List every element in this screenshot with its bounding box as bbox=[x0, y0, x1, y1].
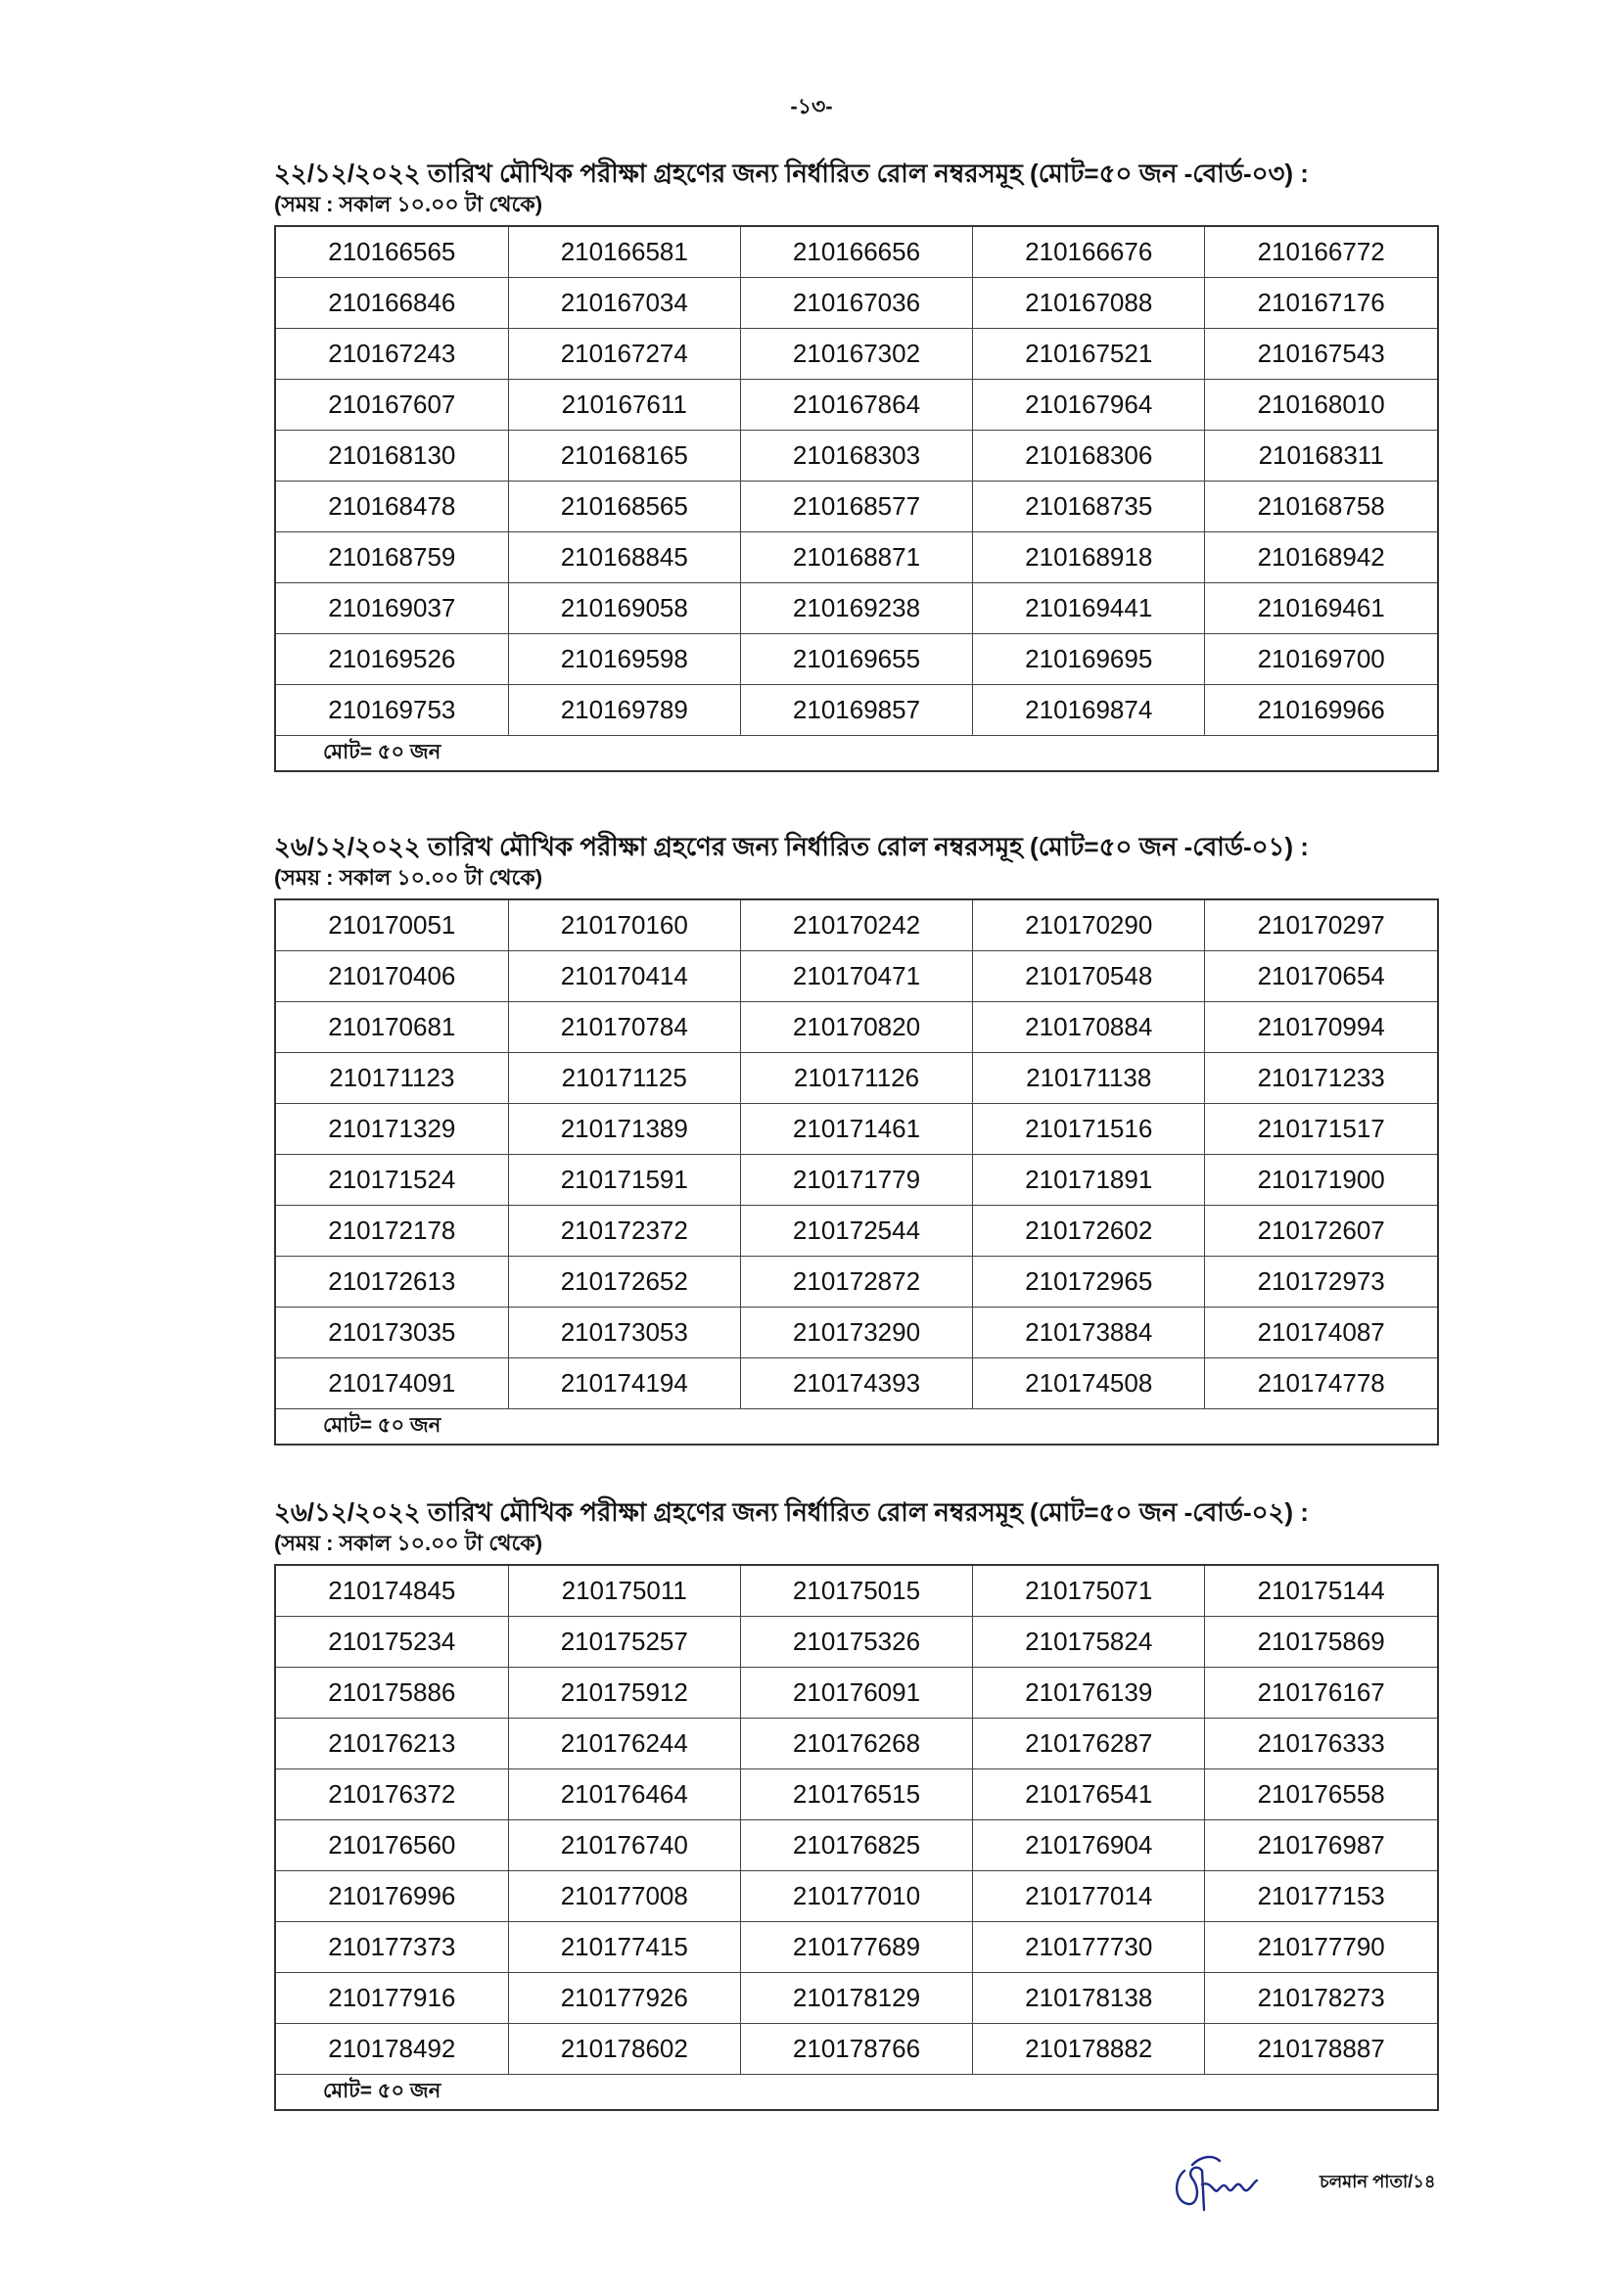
roll-number-cell: 210168130 bbox=[275, 431, 508, 482]
roll-number-cell: 210175234 bbox=[275, 1617, 508, 1668]
roll-number-cell: 210175071 bbox=[973, 1565, 1205, 1617]
roll-number-cell: 210172602 bbox=[973, 1206, 1205, 1257]
roll-number-cell: 210170051 bbox=[275, 899, 508, 951]
roll-number-cell: 210170406 bbox=[275, 951, 508, 1002]
roll-number-cell: 210171591 bbox=[508, 1155, 740, 1206]
roll-number-cell: 210176904 bbox=[973, 1820, 1205, 1871]
roll-number-cell: 210170414 bbox=[508, 951, 740, 1002]
table-row bbox=[275, 685, 1438, 736]
table-row bbox=[275, 380, 1438, 431]
table-row bbox=[275, 583, 1438, 634]
roll-number-cell: 210167964 bbox=[973, 380, 1205, 431]
table-row bbox=[275, 634, 1438, 685]
roll-number-cell: 210176372 bbox=[275, 1769, 508, 1820]
roll-number-cell: 210166676 bbox=[973, 226, 1205, 278]
roll-number-cell: 210168758 bbox=[1205, 482, 1438, 532]
roll-number-cell: 210171329 bbox=[275, 1104, 508, 1155]
section-board-03 bbox=[274, 157, 1444, 772]
roll-number-cell: 210177014 bbox=[973, 1871, 1205, 1922]
table-row bbox=[275, 951, 1438, 1002]
roll-number-cell: 210171123 bbox=[275, 1053, 508, 1104]
total-label: মোট= ৫০ জন bbox=[275, 1409, 1438, 1446]
roll-number-cell: 210172872 bbox=[740, 1257, 972, 1308]
roll-number-cell: 210168735 bbox=[973, 482, 1205, 532]
roll-number-cell: 210168759 bbox=[275, 532, 508, 583]
roll-number-cell: 210170784 bbox=[508, 1002, 740, 1053]
roll-number-cell: 210177153 bbox=[1205, 1871, 1438, 1922]
roll-number-cell: 210170820 bbox=[740, 1002, 972, 1053]
roll-number-cell: 210175015 bbox=[740, 1565, 972, 1617]
roll-number-cell: 210168010 bbox=[1205, 380, 1438, 431]
roll-number-cell: 210177730 bbox=[973, 1922, 1205, 1973]
table-row bbox=[275, 482, 1438, 532]
table-row bbox=[275, 1565, 1438, 1617]
roll-number-table bbox=[274, 1564, 1439, 2111]
roll-number-cell: 210173053 bbox=[508, 1308, 740, 1358]
roll-number-cell: 210176333 bbox=[1205, 1719, 1438, 1769]
roll-number-cell: 210167034 bbox=[508, 278, 740, 329]
section-time: (সময় : সকাল ১০.০০ টা থেকে) bbox=[274, 865, 543, 890]
roll-number-cell: 210177415 bbox=[508, 1922, 740, 1973]
table-row bbox=[275, 1053, 1438, 1104]
roll-number-cell: 210174393 bbox=[740, 1358, 972, 1409]
roll-number-cell: 210178887 bbox=[1205, 2024, 1438, 2075]
roll-number-cell: 210171517 bbox=[1205, 1104, 1438, 1155]
roll-number-cell: 210171138 bbox=[973, 1053, 1205, 1104]
roll-number-cell: 210177916 bbox=[275, 1973, 508, 2024]
roll-number-cell: 210176213 bbox=[275, 1719, 508, 1769]
roll-number-cell: 210176287 bbox=[973, 1719, 1205, 1769]
roll-number-cell: 210177008 bbox=[508, 1871, 740, 1922]
roll-number-cell: 210172613 bbox=[275, 1257, 508, 1308]
roll-number-cell: 210178138 bbox=[973, 1973, 1205, 2024]
table-row bbox=[275, 278, 1438, 329]
roll-number-cell: 210177689 bbox=[740, 1922, 972, 1973]
signature-mark bbox=[1163, 2141, 1280, 2229]
roll-number-cell: 210169037 bbox=[275, 583, 508, 634]
roll-number-cell: 210168565 bbox=[508, 482, 740, 532]
roll-number-cell: 210172544 bbox=[740, 1206, 972, 1257]
roll-number-cell: 210176464 bbox=[508, 1769, 740, 1820]
roll-number-cell: 210176740 bbox=[508, 1820, 740, 1871]
table-row bbox=[275, 329, 1438, 380]
roll-number-cell: 210169753 bbox=[275, 685, 508, 736]
table-row bbox=[275, 1922, 1438, 1973]
roll-number-cell: 210170242 bbox=[740, 899, 972, 951]
roll-number-cell: 210176996 bbox=[275, 1871, 508, 1922]
roll-number-cell: 210175824 bbox=[973, 1617, 1205, 1668]
roll-number-cell: 210177373 bbox=[275, 1922, 508, 1973]
roll-number-cell: 210167243 bbox=[275, 329, 508, 380]
roll-number-cell: 210169461 bbox=[1205, 583, 1438, 634]
roll-number-cell: 210168306 bbox=[973, 431, 1205, 482]
roll-number-cell: 210167607 bbox=[275, 380, 508, 431]
roll-number-cell: 210176139 bbox=[973, 1668, 1205, 1719]
roll-number-cell: 210178492 bbox=[275, 2024, 508, 2075]
roll-number-cell: 210168845 bbox=[508, 532, 740, 583]
table-row bbox=[275, 1871, 1438, 1922]
roll-number-cell: 210168871 bbox=[740, 532, 972, 583]
roll-number-cell: 210176091 bbox=[740, 1668, 972, 1719]
roll-number-cell: 210172652 bbox=[508, 1257, 740, 1308]
roll-number-cell: 210170654 bbox=[1205, 951, 1438, 1002]
roll-number-cell: 210167611 bbox=[508, 380, 740, 431]
roll-number-cell: 210175326 bbox=[740, 1617, 972, 1668]
roll-number-cell: 210178602 bbox=[508, 2024, 740, 2075]
roll-number-cell: 210178273 bbox=[1205, 1973, 1438, 2024]
roll-number-cell: 210171126 bbox=[740, 1053, 972, 1104]
roll-number-cell: 210174194 bbox=[508, 1358, 740, 1409]
roll-number-cell: 210171900 bbox=[1205, 1155, 1438, 1206]
table-row bbox=[275, 1155, 1438, 1206]
roll-number-cell: 210176167 bbox=[1205, 1668, 1438, 1719]
roll-number-cell: 210176515 bbox=[740, 1769, 972, 1820]
roll-number-cell: 210175886 bbox=[275, 1668, 508, 1719]
table-row bbox=[275, 1719, 1438, 1769]
roll-number-cell: 210178129 bbox=[740, 1973, 972, 2024]
roll-number-cell: 210172965 bbox=[973, 1257, 1205, 1308]
roll-number-cell: 210174508 bbox=[973, 1358, 1205, 1409]
roll-number-cell: 210167543 bbox=[1205, 329, 1438, 380]
roll-number-cell: 210178882 bbox=[973, 2024, 1205, 2075]
roll-number-cell: 210171516 bbox=[973, 1104, 1205, 1155]
roll-number-cell: 210169695 bbox=[973, 634, 1205, 685]
roll-number-cell: 210171524 bbox=[275, 1155, 508, 1206]
roll-number-cell: 210171125 bbox=[508, 1053, 740, 1104]
table-row bbox=[275, 1257, 1438, 1308]
table-row bbox=[275, 1668, 1438, 1719]
roll-number-cell: 210170681 bbox=[275, 1002, 508, 1053]
roll-number-cell: 210172973 bbox=[1205, 1257, 1438, 1308]
roll-number-cell: 210169966 bbox=[1205, 685, 1438, 736]
roll-number-cell: 210176558 bbox=[1205, 1769, 1438, 1820]
section-board-01 bbox=[274, 830, 1444, 1446]
table-row bbox=[275, 226, 1438, 278]
roll-number-cell: 210175257 bbox=[508, 1617, 740, 1668]
roll-number-cell: 210169058 bbox=[508, 583, 740, 634]
roll-number-cell: 210168303 bbox=[740, 431, 972, 482]
roll-number-cell: 210169700 bbox=[1205, 634, 1438, 685]
roll-number-cell: 210168918 bbox=[973, 532, 1205, 583]
roll-number-cell: 210168478 bbox=[275, 482, 508, 532]
table-row bbox=[275, 1002, 1438, 1053]
roll-number-cell: 210175869 bbox=[1205, 1617, 1438, 1668]
roll-number-cell: 210171891 bbox=[973, 1155, 1205, 1206]
table-row bbox=[275, 1104, 1438, 1155]
roll-number-cell: 210172372 bbox=[508, 1206, 740, 1257]
section-heading: ২২/১২/২০২২ তারিখ মৌখিক পরীক্ষা গ্রহণের জন্য নির্ধারিত রোল নম্বরসমূহ (মোট=৫০ জন -বোর্ড-০৩) : bbox=[274, 159, 1309, 188]
roll-number-cell: 210166565 bbox=[275, 226, 508, 278]
table-row bbox=[275, 532, 1438, 583]
table-row bbox=[275, 1308, 1438, 1358]
total-row bbox=[275, 2075, 1438, 2111]
roll-number-cell: 210170160 bbox=[508, 899, 740, 951]
roll-number-cell: 210168577 bbox=[740, 482, 972, 532]
roll-number-cell: 210176987 bbox=[1205, 1820, 1438, 1871]
roll-number-cell: 210177010 bbox=[740, 1871, 972, 1922]
roll-number-cell: 210170884 bbox=[973, 1002, 1205, 1053]
roll-number-cell: 210166846 bbox=[275, 278, 508, 329]
signature bbox=[1163, 2141, 1280, 2234]
roll-number-cell: 210176244 bbox=[508, 1719, 740, 1769]
roll-number-table bbox=[274, 898, 1439, 1446]
roll-number-cell: 210167864 bbox=[740, 380, 972, 431]
page-number: -১৩- bbox=[790, 94, 833, 118]
roll-number-cell: 210176541 bbox=[973, 1769, 1205, 1820]
roll-number-cell: 210170548 bbox=[973, 951, 1205, 1002]
roll-number-cell: 210168311 bbox=[1205, 431, 1438, 482]
roll-number-cell: 210169238 bbox=[740, 583, 972, 634]
roll-number-cell: 210169655 bbox=[740, 634, 972, 685]
roll-number-cell: 210169789 bbox=[508, 685, 740, 736]
roll-number-cell: 210172178 bbox=[275, 1206, 508, 1257]
roll-number-cell: 210173884 bbox=[973, 1308, 1205, 1358]
roll-number-cell: 210169441 bbox=[973, 583, 1205, 634]
section-time: (সময় : সকাল ১০.০০ টা থেকে) bbox=[274, 192, 543, 216]
roll-number-cell: 210168165 bbox=[508, 431, 740, 482]
roll-number-cell: 210175011 bbox=[508, 1565, 740, 1617]
roll-number-cell: 210174087 bbox=[1205, 1308, 1438, 1358]
section-board-02 bbox=[274, 1495, 1444, 2111]
roll-number-cell: 210174845 bbox=[275, 1565, 508, 1617]
table-row bbox=[275, 1820, 1438, 1871]
total-label: মোট= ৫০ জন bbox=[275, 736, 1438, 772]
total-row bbox=[275, 1409, 1438, 1446]
roll-number-cell: 210174778 bbox=[1205, 1358, 1438, 1409]
roll-number-cell: 210175144 bbox=[1205, 1565, 1438, 1617]
roll-number-cell: 210175912 bbox=[508, 1668, 740, 1719]
roll-number-cell: 210170297 bbox=[1205, 899, 1438, 951]
roll-number-cell: 210171779 bbox=[740, 1155, 972, 1206]
roll-number-cell: 210172607 bbox=[1205, 1206, 1438, 1257]
roll-number-cell: 210167176 bbox=[1205, 278, 1438, 329]
section-heading: ২৬/১২/২০২২ তারিখ মৌখিক পরীক্ষা গ্রহণের জন্য নির্ধারিত রোল নম্বরসমূহ (মোট=৫০ জন -বোর্ড-০২) : bbox=[274, 1497, 1309, 1527]
roll-number-cell: 210170290 bbox=[973, 899, 1205, 951]
roll-number-cell: 210170471 bbox=[740, 951, 972, 1002]
total-label: মোট= ৫০ জন bbox=[275, 2075, 1438, 2111]
roll-number-cell: 210178766 bbox=[740, 2024, 972, 2075]
table-row bbox=[275, 1973, 1438, 2024]
continued-page-note: চলমান পাতা/১৪ bbox=[1320, 2172, 1436, 2191]
roll-number-cell: 210171389 bbox=[508, 1104, 740, 1155]
roll-number-cell: 210169857 bbox=[740, 685, 972, 736]
roll-number-cell: 210169598 bbox=[508, 634, 740, 685]
roll-number-cell: 210171233 bbox=[1205, 1053, 1438, 1104]
table-row bbox=[275, 1617, 1438, 1668]
section-time: (সময় : সকাল ১০.০০ টা থেকে) bbox=[274, 1531, 543, 1555]
total-row bbox=[275, 736, 1438, 772]
table-row bbox=[275, 431, 1438, 482]
table-row bbox=[275, 1206, 1438, 1257]
roll-number-cell: 210176268 bbox=[740, 1719, 972, 1769]
roll-number-cell: 210176560 bbox=[275, 1820, 508, 1871]
roll-number-cell: 210173035 bbox=[275, 1308, 508, 1358]
roll-number-cell: 210167302 bbox=[740, 329, 972, 380]
table-row bbox=[275, 1358, 1438, 1409]
roll-number-table bbox=[274, 225, 1439, 772]
section-heading: ২৬/১২/২০২২ তারিখ মৌখিক পরীক্ষা গ্রহণের জন্য নির্ধারিত রোল নম্বরসমূহ (মোট=৫০ জন -বোর্ড-০১) : bbox=[274, 832, 1309, 861]
roll-number-cell: 210169874 bbox=[973, 685, 1205, 736]
table-row bbox=[275, 2024, 1438, 2075]
table-row bbox=[275, 1769, 1438, 1820]
roll-number-cell: 210176825 bbox=[740, 1820, 972, 1871]
roll-number-cell: 210177926 bbox=[508, 1973, 740, 2024]
roll-number-cell: 210167274 bbox=[508, 329, 740, 380]
roll-number-cell: 210167521 bbox=[973, 329, 1205, 380]
roll-number-cell: 210171461 bbox=[740, 1104, 972, 1155]
roll-number-cell: 210173290 bbox=[740, 1308, 972, 1358]
roll-number-cell: 210169526 bbox=[275, 634, 508, 685]
roll-number-cell: 210174091 bbox=[275, 1358, 508, 1409]
roll-number-cell: 210177790 bbox=[1205, 1922, 1438, 1973]
roll-number-cell: 210166772 bbox=[1205, 226, 1438, 278]
roll-number-cell: 210168942 bbox=[1205, 532, 1438, 583]
roll-number-cell: 210166656 bbox=[740, 226, 972, 278]
roll-number-cell: 210167088 bbox=[973, 278, 1205, 329]
roll-number-cell: 210167036 bbox=[740, 278, 972, 329]
roll-number-cell: 210166581 bbox=[508, 226, 740, 278]
roll-number-cell: 210170994 bbox=[1205, 1002, 1438, 1053]
table-row bbox=[275, 899, 1438, 951]
